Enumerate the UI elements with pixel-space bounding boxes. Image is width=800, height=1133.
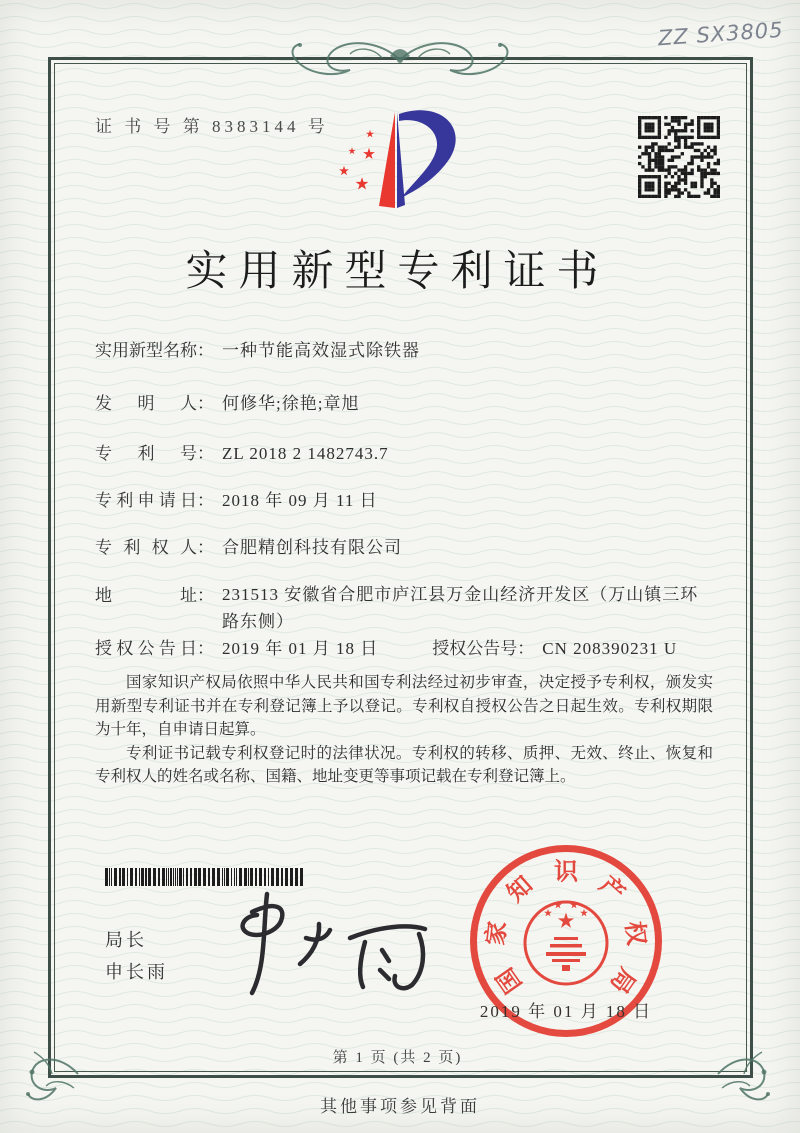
back-side-note: 其他事项参见背面 [320,1097,480,1116]
handwritten-note: ZZ SX3805 [657,17,785,51]
colon: ： [517,639,535,658]
seal-char: 权 [619,919,649,947]
field-value: 2019 年 01 月 18 日 [222,639,379,658]
certificate-number: 证 书 号 第 8383144 号 [95,117,329,136]
colon: ： [197,639,214,658]
seal-date: 2019 年 01 月 18 日 [479,1002,653,1021]
seal-char: 家 [483,919,513,947]
seal-char: 识 [554,859,578,886]
legal-paragraph-2: 专利证书记载专利权登记时的法律状况。专利权的转移、质押、无效、终止、恢复和专利权人的姓名或名称、国籍、地址变更等事项记载在专利登记簿上。 [95,744,713,785]
field-value: 2018 年 09 月 11 日 [222,491,378,510]
field-address [95,581,712,635]
field-value: ZL 2018 2 1482743.7 [222,444,389,463]
colon: ： [197,538,214,557]
field-value: CN 208390231 U [542,639,678,658]
colon: ： [197,341,214,360]
colon: ： [197,394,214,413]
field-label: 发明人 [95,394,197,413]
field-label: 授权公告号 [432,639,518,658]
field-label: 授权公告日 [95,639,197,658]
field-patentee [95,533,402,558]
field-patent-number [95,439,389,464]
legal-paragraph-1: 国家知识产权局依照中华人民共和国专利法经过初步审查，决定授予专利权，颁发实用新型专利证书并在专利登记簿上予以登记。专利权自授权公告之日起生效。专利权期限为十年，自申请日起算。 [95,674,713,738]
qr-code-icon [638,116,720,198]
certificate-title: 实用新型专利证书 [185,249,610,295]
page-number: 第 1 页 (共 2 页) [332,1050,463,1066]
colon: ： [197,444,214,463]
field-label: 地址 [95,586,197,605]
field-filing-date [95,486,378,511]
field-grant-number [432,639,677,658]
field-utility-model-name [95,336,420,361]
seal-char: 国 [492,963,528,998]
barcode-icon [105,868,307,886]
field-inventors [95,389,359,414]
field-value: 231513 安徽省合肥市庐江县万金山经济开发区（万山镇三环路东侧） [222,585,699,631]
field-label: 专利号 [95,444,197,463]
signer-title: 局长 [105,930,147,950]
cnipa-logo-icon [333,108,471,236]
field-label: 实用新型名称 [95,341,197,360]
seal-char: 知 [502,872,539,908]
director-signature [222,888,434,1000]
legal-text [95,671,713,789]
colon: ： [197,586,214,605]
seal-char: 产 [593,872,630,908]
field-value: 一种节能高效湿式除铁器 [222,341,420,360]
field-grant-date-and-number [95,634,677,659]
seal-char: 局 [604,963,640,998]
field-label: 专利权人 [95,538,197,557]
field-value: 何修华;徐艳;章旭 [222,394,360,413]
signer-name: 申长雨 [105,962,168,982]
field-value: 合肥精创科技有限公司 [222,538,402,557]
field-label: 专利申请日 [95,491,197,510]
colon: ： [197,491,214,510]
